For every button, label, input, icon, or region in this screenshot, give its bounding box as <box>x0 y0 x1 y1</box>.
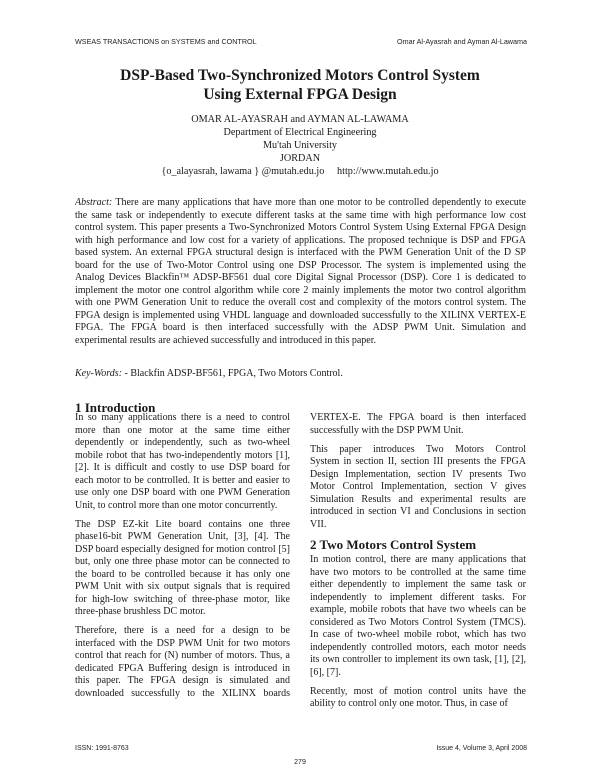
abstract-label: Abstract: <box>75 197 113 208</box>
text-line: with one PWM Generation Unit to reduce the overall cost and complexity of the motors control system. The <box>75 297 526 308</box>
text-line: considered as Two Motors Control System (TMCS). <box>310 616 526 628</box>
paragraph <box>310 444 526 532</box>
abstract-text: There are many applications that have more than one motor to be controlled dependently to execute <box>112 197 526 208</box>
text-line <box>75 197 526 210</box>
left-column-text <box>75 412 290 700</box>
text-line: dedicated FPGA Buffering design is introduced in <box>75 662 290 674</box>
text-line: VERTEX-E. The FPGA board is then interfaced <box>310 412 526 423</box>
paragraph <box>310 686 526 711</box>
text-line: independently to implement different tasks. For <box>310 591 526 603</box>
text-line: with high performance and low cost for a variety of applications. The proposed technique is DSP and FPGA <box>75 234 526 246</box>
text-line: In case of two-wheel mobile robot, which has two <box>310 629 526 640</box>
text-line: [2]. It is difficult and costly to use DSP board for <box>75 462 290 473</box>
footer-issue: Issue 4, Volume 3, April 2008 <box>436 745 527 752</box>
text-line: its own controller to implement its own task, [1], [2], <box>310 654 526 665</box>
right-column-text-bottom <box>310 554 526 711</box>
text-line: Therefore, there is a need for a design to be <box>75 625 290 636</box>
paper-title-line-1: DSP-Based Two-Synchronized Motors Control System <box>120 67 480 84</box>
text-line: [6], [7]. <box>310 666 341 678</box>
abstract <box>75 197 526 347</box>
text-line: The DSP EZ-kit Lite board contains one three <box>75 518 290 530</box>
text-line: interfaced with the DSP PWM Unit for two motors <box>75 637 290 649</box>
text-line: FPGA. The FPGA board is then interfaced successfully with the ADSP PWM Unit. Simulation and <box>75 322 526 333</box>
text-line: System in section II, section III presents the FPGA <box>310 456 526 467</box>
text-line: downloaded successfully to the XILINX boards <box>75 687 290 699</box>
text-line: Recently, most of motion control units have the <box>310 685 526 697</box>
text-line: experimental results are achieved successfully and introduced in this paper. <box>75 334 377 346</box>
text-line: Design Implementation, section IV presents Two <box>310 468 526 480</box>
running-header-authors: Omar Al-Ayasrah and Ayman Al-Lawama <box>397 37 527 46</box>
text-line: FPGA design is implemented using VHDL language and downloaded successfully to the XILINX VERTEX-E <box>75 309 526 321</box>
section-heading-introduction: 1 Introduction <box>75 400 156 415</box>
text-line: example, mobile robots that have two wheels can be <box>310 604 526 615</box>
text-line: Simulation Results and experimental results are <box>310 493 526 505</box>
text-line: ability to control only one motor. Thus, in case of <box>310 698 508 709</box>
text-line: dependently or independently, such as two-wheel <box>75 437 290 448</box>
text-line: introduced in section VI and Conclusions in section <box>310 506 526 517</box>
paragraph <box>75 625 290 700</box>
text-line: use only one DSP board with one PWM Generation <box>75 487 290 498</box>
text-line: VII. <box>310 518 327 530</box>
text-line: board for the use of Two-Motor Control using one DSP Processor. The system is implemented using the <box>75 259 526 271</box>
text-line: the board to be controlled because it has only one <box>75 568 290 580</box>
paragraph <box>310 412 526 437</box>
section-heading-two-motors: 2 Two Motors Control System <box>310 537 477 552</box>
author-department: Department of Electrical Engineering <box>223 127 377 138</box>
paragraph <box>310 554 526 679</box>
text-line: implement the motor one control algorithm while core 2 mainly implements the motor two control algorithm <box>75 284 526 296</box>
text-line: control system. This paper presents a Two-Synchronized Motors Control System Using External FPGA Design <box>75 222 526 233</box>
author-country: JORDAN <box>279 153 321 164</box>
text-line: Unit, to control more than one motor concurrently. <box>75 499 278 511</box>
text-line: each motor to be controlled. It is better and easier to <box>75 474 290 486</box>
author-contact <box>0 165 600 178</box>
text-line: more than one motor at the same time either <box>75 424 290 436</box>
footer-issn: ISSN: 1991-8763 <box>75 745 129 752</box>
author-url[interactable]: http://www.mutah.edu.jo <box>337 166 439 177</box>
paragraph <box>75 519 290 619</box>
text-line: independently controlled motors, each motor needs <box>310 641 526 653</box>
right-column-text-top <box>310 412 526 531</box>
text-line: three-phase brushless DC motor. <box>75 606 206 617</box>
text-line: based system. An external FPGA structural design is interfaced with the PWM Generation Unit of the D SP <box>75 247 526 258</box>
keywords-label: Key-Words: <box>75 368 123 379</box>
author-email: {o_alayasrah, lawama } @mutah.edu.jo <box>161 166 325 177</box>
keywords-text: - Blackfin ADSP-BF561, FPGA, Two Motors Control. <box>122 368 343 379</box>
text-line: In so many applications there is a need to control <box>75 412 290 423</box>
text-line: have two motors to be controlled at the same time <box>310 566 526 578</box>
text-line: This paper introduces Two Motors Control <box>310 443 526 455</box>
author-university: Mu'tah University <box>263 140 337 151</box>
text-line: DSP board especially designed for motion control [5] <box>75 543 290 555</box>
text-line: this paper. The FPGA design is simulated and <box>75 675 290 686</box>
paper-title-line-2: Using External FPGA Design <box>203 86 397 103</box>
text-line: successfully with the DSP PWM Unit. <box>310 424 464 436</box>
text-line: Analog Devices Blackfin™ ADSP-BF561 dual core Digital Signal Processor (DSP). Core 1 is dedicated to <box>75 272 526 283</box>
page-number: 279 <box>294 759 306 766</box>
text-line: control that reach for (N) number of motors. Thus, a <box>75 650 290 661</box>
text-line: mobile robot that has two-independently motors [1], <box>75 449 290 461</box>
text-line: for high-low switching of three-phase motor, like <box>75 593 290 605</box>
text-line: In motion control, there are many applications that <box>310 554 526 565</box>
text-line: either dependently to implement the same task or <box>310 579 526 590</box>
text-line: phase16-bit PWM Generation Unit, [3], [4]. The <box>75 531 290 542</box>
text-line: Motor Control Implementation, section V gives <box>310 481 526 492</box>
text-line: but, only one three phase motor can be connected to <box>75 556 290 567</box>
running-header-journal: WSEAS TRANSACTIONS on SYSTEMS and CONTROL <box>75 37 257 46</box>
author-names: OMAR AL-AYASRAH and AYMAN AL-LAWAMA <box>191 114 409 125</box>
text-line: PWM Unit with six output signals that is required <box>75 581 290 592</box>
text-line: the same task or independently to execute different tasks at the same time with high performance low cost <box>75 209 526 221</box>
keywords <box>75 368 526 381</box>
paragraph <box>75 412 290 512</box>
